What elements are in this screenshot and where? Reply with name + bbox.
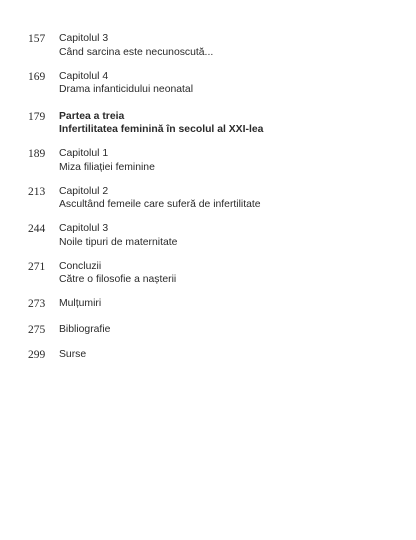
toc-entry-text xyxy=(59,32,213,59)
toc-entry-label: Surse xyxy=(59,349,87,360)
toc-entry-label: Capitolul 3 xyxy=(59,33,109,44)
toc-entry-label: Capitolul 2 xyxy=(59,185,109,197)
toc-entry-text xyxy=(59,185,261,212)
toc-entry-title: Noile tipuri de maternitate xyxy=(59,236,178,248)
toc-entry-capitolul-1 xyxy=(28,147,400,174)
toc-page-number: 213 xyxy=(28,185,46,198)
toc-entry-multumiri xyxy=(28,297,400,312)
toc-page-number: 271 xyxy=(28,260,46,273)
toc-page-number: 189 xyxy=(28,148,46,160)
toc-part-label: Partea a treia xyxy=(59,110,125,122)
toc-entry-label: Mulțumiri xyxy=(59,298,102,309)
toc-entry-text xyxy=(59,147,155,174)
toc-page-number: 157 xyxy=(28,33,46,45)
toc-entry-title: Miza filiației feminine xyxy=(59,161,155,173)
toc-entry-capitolul-2 xyxy=(28,185,400,212)
toc-entry-capitolul-3-partea-3 xyxy=(28,222,400,249)
toc-entry-label: Bibliografie xyxy=(59,323,111,335)
toc-entry-text xyxy=(59,110,263,137)
toc-entry-title: Când sarcina este necunoscută... xyxy=(59,46,214,58)
table-of-contents xyxy=(28,32,400,374)
toc-entry-text xyxy=(59,222,177,249)
toc-entry-text xyxy=(59,348,86,362)
toc-entry-label: Capitolul 1 xyxy=(59,148,109,159)
toc-entry-text xyxy=(59,297,101,311)
toc-entry-surse xyxy=(28,348,400,363)
toc-entry-bibliografie xyxy=(28,323,400,338)
toc-part-title: Infertilitatea feminină în secolul al XXI-lea xyxy=(59,124,264,135)
toc-entry-text xyxy=(59,260,176,287)
toc-entry-capitolul-4 xyxy=(28,70,400,97)
toc-entry-partea-a-treia xyxy=(28,110,400,137)
toc-entry-text xyxy=(59,323,110,337)
toc-entry-text xyxy=(59,70,193,97)
toc-page-number: 179 xyxy=(28,110,46,123)
toc-entry-title: Către o filosofie a nașterii xyxy=(59,274,177,285)
toc-entry-title: Ascultând femeile care suferă de infertilitate xyxy=(59,199,261,210)
toc-page-number: 299 xyxy=(28,349,46,361)
toc-entry-concluzii xyxy=(28,260,400,287)
toc-entry-title: Drama infanticidului neonatal xyxy=(59,84,194,95)
toc-page-number: 169 xyxy=(28,70,46,83)
toc-entry-label: Capitolul 4 xyxy=(59,70,109,82)
toc-page-number: 244 xyxy=(28,223,46,235)
toc-entry-label: Concluzii xyxy=(59,260,102,272)
toc-page-number: 273 xyxy=(28,298,46,310)
toc-entry-label: Capitolul 3 xyxy=(59,223,109,234)
toc-page-number: 275 xyxy=(28,323,46,336)
toc-entry-capitolul-3-partea-2 xyxy=(28,32,400,59)
